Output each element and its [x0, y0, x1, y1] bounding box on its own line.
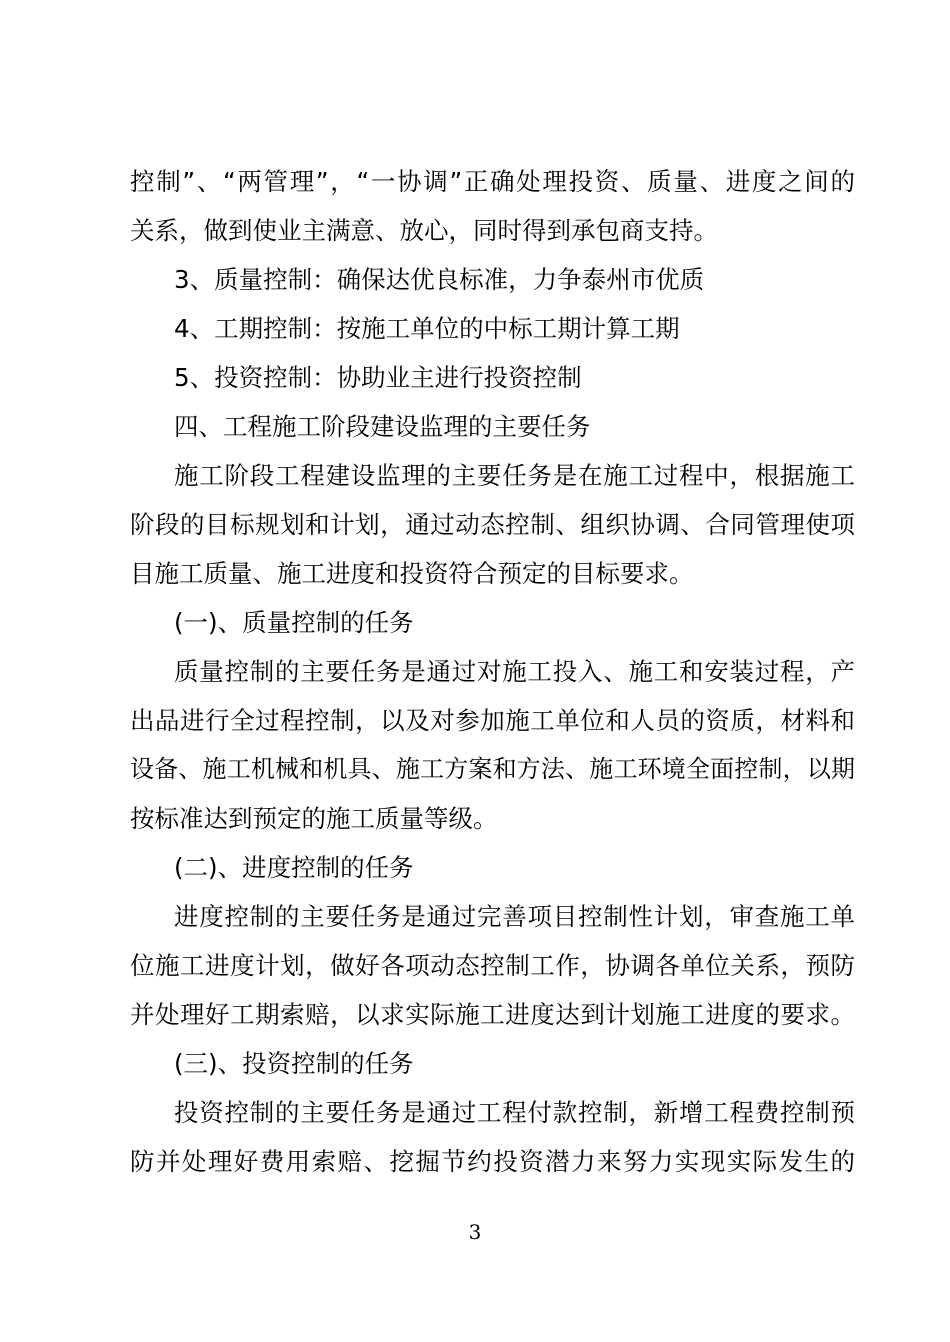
text-line: 并处理好工期索赔，以求实际施工进度达到计划施工进度的要求。	[130, 1000, 855, 1029]
text-line: 阶段的目标规划和计划，通过动态控制、组织协调、合同管理使项	[130, 510, 855, 539]
document-body	[130, 157, 855, 1186]
subsection-heading: (一)、质量控制的任务	[174, 608, 414, 637]
text-line: 3、质量控制：确保达优良标准，力争泰州市优质	[174, 265, 705, 294]
text-line: 按标准达到预定的施工质量等级。	[130, 804, 498, 833]
text-line: 4、工期控制：按施工单位的中标工期计算工期	[174, 314, 680, 343]
text-line: 投资控制的主要任务是通过工程付款控制，新增工程费控制预	[174, 1098, 855, 1127]
text-line: 防并处理好费用索赔、挖掘节约投资潜力来努力实现实际发生的	[130, 1147, 855, 1176]
text-line: 5、投资控制：协助业主进行投资控制	[174, 363, 582, 392]
text-line: 进度控制的主要任务是通过完善项目控制性计划，审查施工单	[174, 902, 855, 931]
text-line: 关系，做到使业主满意、放心，同时得到承包商支持。	[130, 216, 718, 245]
section-heading: 四、工程施工阶段建设监理的主要任务	[174, 412, 591, 441]
text-line: 位施工进度计划，做好各项动态控制工作，协调各单位关系，预防	[130, 951, 855, 980]
subsection-heading: (二)、进度控制的任务	[174, 853, 414, 882]
text-line: 控制”、“两管理”，“一协调”正确处理投资、质量、进度之间的	[130, 167, 855, 196]
subsection-heading: (三)、投资控制的任务	[174, 1049, 414, 1078]
text-line: 质量控制的主要任务是通过对施工投入、施工和安装过程，产	[174, 657, 855, 686]
text-line: 目施工质量、施工进度和投资符合预定的目标要求。	[130, 559, 694, 588]
text-line: 设备、施工机械和机具、施工方案和方法、施工环境全面控制，以期	[130, 755, 855, 783]
text-line: 施工阶段工程建设监理的主要任务是在施工过程中，根据施工	[174, 461, 855, 490]
page-number: 3	[468, 1220, 482, 1244]
text-line: 出品进行全过程控制，以及对参加施工单位和人员的资质，材料和	[130, 706, 855, 735]
